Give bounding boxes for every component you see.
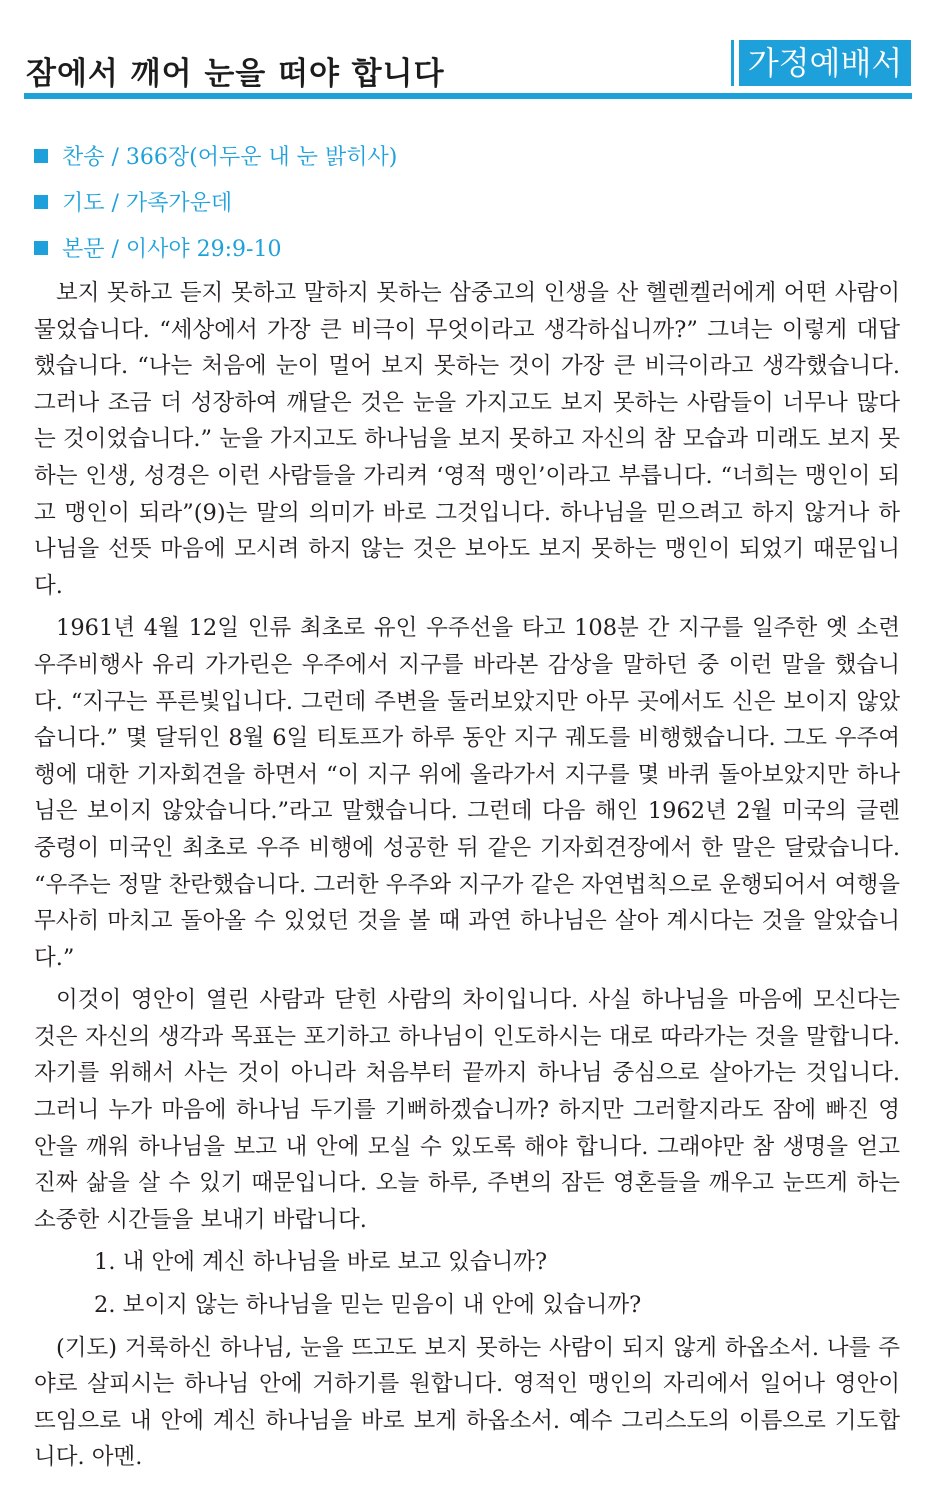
paragraph: 이것이 영안이 열린 사람과 닫힌 사람의 차이입니다. 사실 하나님을 마음에 모신다는 것은 자신의 생각과 목표는 포기하고 하나님이 인도하시는 대로 따라가는 것을 말합니다. 자기를 위해서 사는 것이 아니라 처음부터 끝까지 하나님 중심으로 살아가는 것입니다. 그러니 누가 마음에 하나님 두기를 기뻐하겠습니까? 하지만 그러할지라도 잠에 빠진 영안을 깨워 하나님을 보고 내 안에 모실 수 있도록 해야 합니다. 그래야만 참 생명을 얻고 진짜 삶을 살 수 있기 때문입니다. 오늘 하루, 주변의 잠든 영혼들을 깨우고 눈뜨게 하는 소중한 시간들을 보내기 바랍니다. — [34, 987, 900, 1233]
question-item: 1. 내 안에 계신 하나님을 바로 보고 있습니까? — [94, 1249, 548, 1276]
hymn-line — [34, 140, 397, 171]
header-rule — [24, 93, 912, 99]
scripture-line — [34, 232, 281, 263]
closing-prayer: (기도) 거룩하신 하나님, 눈을 뜨고도 보지 못하는 사람이 되지 않게 하옵소서. 나를 주야로 살피시는 하나님 안에 거하기를 원합니다. 영적인 맹인의 자리에서 일어나 영안이 뜨임으로 내 안에 계신 하나님을 바로 보게 하옵소서. 예수 그리스도의 이름으로 기도합니다. 아멘. — [34, 1334, 900, 1471]
prayer-label: 기도 / 가족가운데 — [62, 191, 233, 216]
paragraph: 보지 못하고 듣지 못하고 말하지 못하는 삼중고의 인생을 산 헬렌켈러에게 어떤 사람이 물었습니다. “세상에서 가장 큰 비극이 무엇이라고 생각하십니까?” 그녀는 이렇게 대답했습니다. “나는 처음에 눈이 멀어 보지 못하는 것이 가장 큰 비극이라고 생각했습니다. 그러나 조금 더 성장하여 깨달은 것은 눈을 가지고도 보지 못하는 사람들이 너무나 많다는 것이었습니다.” 눈을 가지고도 하나님을 보지 못하고 자신의 참 모습과 미래도 보지 못하는 인생, 성경은 이런 사람들을 가리켜 ‘영적 맹인’이라고 부릅니다. “너희는 맹인이 되고 맹인이 되라”(9)는 말의 의미가 바로 그것입니다. 하나님을 믿으려고 하지 않거나 하나님을 선뜻 마음에 모시려 하지 않는 것은 보아도 보지 못하는 맹인이 되었기 때문입니다. — [34, 280, 900, 599]
section-badge: 가정예배서 — [739, 40, 911, 86]
page-title: 잠에서 깨어 눈을 떠야 합니다 — [26, 56, 445, 92]
square-bullet-icon — [34, 241, 48, 255]
header-accent-bar — [731, 40, 734, 86]
prayer-line — [34, 186, 232, 217]
page-header — [24, 38, 912, 96]
square-bullet-icon — [34, 195, 48, 209]
hymn-label: 찬송 / 366장(어두운 내 눈 밝히사) — [62, 145, 398, 170]
question-item: 2. 보이지 않는 하나님을 믿는 믿음이 내 안에 있습니까? — [94, 1292, 642, 1319]
scripture-label: 본문 / 이사야 29:9-10 — [62, 237, 282, 262]
square-bullet-icon — [34, 149, 48, 163]
paragraph: 1961년 4월 12일 인류 최초로 유인 우주선을 타고 108분 간 지구를 일주한 옛 소련 우주비행사 유리 가가린은 우주에서 지구를 바라본 감상을 말하던 중 이런 말을 했습니다. “지구는 푸른빛입니다. 그런데 주변을 둘러보았지만 아무 곳에서도 신은 보이지 않았습니다.” 몇 달뒤인 8월 6일 티토프가 하루 동안 지구 궤도를 비행했습니다. 그도 우주여행에 대한 기자회견을 하면서 “이 지구 위에 올라가서 지구를 몇 바퀴 돌아보았지만 하나님은 보이지 않았습니다.”라고 말했습니다. 그런데 다음 해인 1962년 2월 미국의 글렌 중령이 미국인 최초로 우주 비행에 성공한 뒤 같은 기자회견장에서 한 말은 달랐습니다. “우주는 정말 찬란했습니다. 그러한 우주와 지구가 같은 자연법칙으로 운행되어서 여행을 무사히 마치고 돌아올 수 있었던 것을 볼 때 과연 하나님은 살아 계시다는 것을 알았습니다.” — [34, 615, 900, 971]
sermon-body — [34, 275, 900, 1482]
